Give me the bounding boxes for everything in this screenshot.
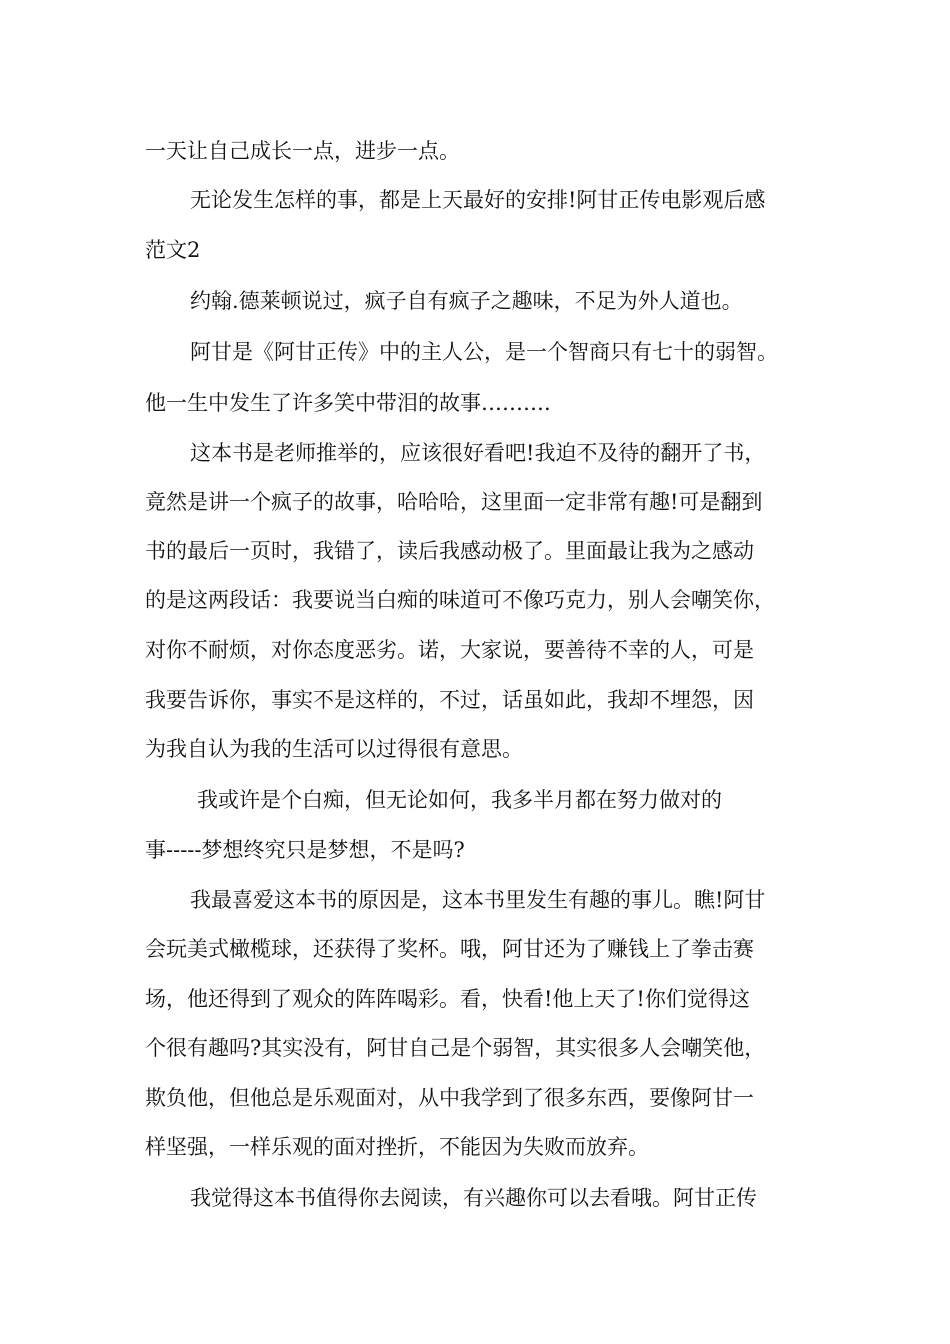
text-line: 我觉得这本书值得你去阅读，有兴趣你可以去看哦。阿甘正传 (190, 1186, 757, 1210)
text-line: 我或许是个白痴，但无论如何，我多半月都在努力做对的 (197, 788, 722, 812)
text-line: 我最喜爱这本书的原因是，这本书里发生有趣的事儿。瞧!阿甘 (190, 888, 766, 912)
text-line: 阿甘是《阿甘正传》中的主人公，是一个智商只有七十的弱智。 (190, 340, 778, 364)
text-line: 约翰.德莱顿说过，疯子自有疯子之趣味，不足为外人道也。 (190, 289, 743, 313)
text-line: 会玩美式橄榄球，还获得了奖杯。哦，阿甘还为了赚钱上了拳击赛 (145, 937, 754, 961)
text-line: 书的最后一页时，我错了，读后我感动极了。里面最让我为之感动 (145, 539, 754, 563)
text-line: 为我自认为我的生活可以过得很有意思。 (145, 737, 523, 761)
text-line: 我要告诉你，事实不是这样的，不过，话虽如此，我却不埋怨，因 (145, 688, 754, 712)
text-line: 个很有趣吗?其实没有，阿甘自己是个弱智，其实很多人会嘲笑他， (145, 1036, 766, 1060)
text-line: 范文2 (145, 238, 201, 262)
text-line: 无论发生怎样的事，都是上天最好的安排!阿甘正传电影观后感 (190, 188, 766, 212)
text-line: 竟然是讲一个疯子的故事，哈哈哈，这里面一定非常有趣!可是翻到 (145, 490, 763, 514)
text-line: 的是这两段话：我要说当白痴的味道可不像巧克力，别人会嘲笑你， (145, 588, 775, 612)
text-line: 样坚强，一样乐观的面对挫折，不能因为失败而放弃。 (145, 1135, 649, 1159)
text-line: 他一生中发生了许多笑中带泪的故事………. (145, 391, 551, 415)
text-line: 欺负他，但他总是乐观面对，从中我学到了很多东西，要像阿甘一 (145, 1086, 754, 1110)
text-line: 事-----梦想终究只是梦想，不是吗? (145, 838, 465, 862)
text-line: 场，他还得到了观众的阵阵喝彩。看，快看!他上天了!你们觉得这 (145, 987, 750, 1011)
text-line: 一天让自己成长一点，进步一点。 (145, 139, 460, 163)
text-line: 对你不耐烦，对你态度恶劣。诺，大家说，要善待不幸的人，可是 (145, 638, 754, 662)
text-line: 这本书是老师推举的，应该很好看吧!我迫不及待的翻开了书， (190, 441, 766, 465)
